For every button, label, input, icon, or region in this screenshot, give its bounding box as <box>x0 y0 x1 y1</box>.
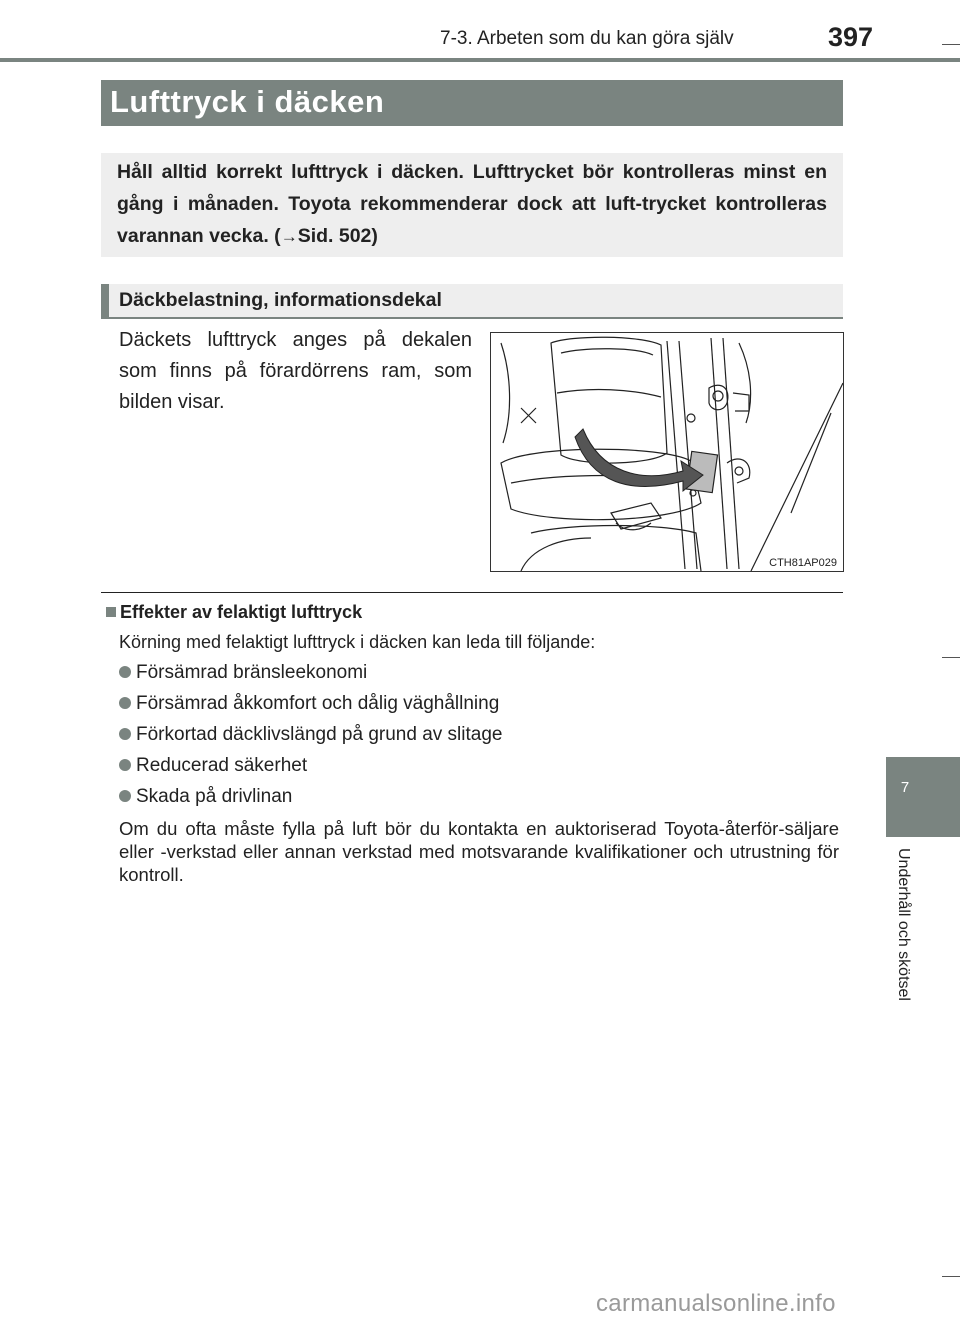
page-reference-link[interactable]: Sid. 502) <box>297 225 378 247</box>
list-item <box>119 784 502 815</box>
effects-intro: Körning med felaktigt lufttryck i däcken kan leda till följande: <box>119 632 596 652</box>
bullet-dot-icon <box>119 728 131 740</box>
bullet-dot-icon <box>119 697 131 709</box>
reference-arrow-icon: → <box>280 227 298 246</box>
effects-list <box>119 660 502 815</box>
list-item-text: Skada på drivlinan <box>136 786 293 807</box>
intro-text <box>117 156 827 253</box>
door-frame-illustration <box>490 332 844 572</box>
header-rule <box>0 58 960 62</box>
list-item <box>119 722 502 753</box>
crop-mark <box>942 1276 960 1277</box>
decal-paragraph: Däckets lufttryck anges på dekalen som finns på förardörrens ram, som bilden visar. <box>119 329 472 413</box>
running-header-section: 7-3. Arbeten som du kan göra själv <box>440 28 734 49</box>
square-bullet-icon <box>106 607 116 617</box>
subheading: Däckbelastning, informationsdekal <box>119 289 442 311</box>
bullet-dot-icon <box>119 759 131 771</box>
list-item <box>119 691 502 722</box>
list-item <box>119 660 502 691</box>
chapter-label: Underhåll och skötsel <box>895 848 912 1001</box>
chapter-tab[interactable] <box>886 757 960 837</box>
intro-body: Håll alltid korrekt lufttryck i däcken. Lufttrycket bör kontrolleras minst en gång i månaden. Toyota rekommenderar dock att luft-trycket kontrolleras varannan vecka. ( <box>117 161 827 247</box>
effects-note: Om du ofta måste fylla på luft bör du kontakta en auktoriserad Toyota-återför-säljare eller -verkstad eller annan verkstad med motsvarande kvalifikationer och utrustning för kontroll. <box>119 818 839 885</box>
section-separator <box>101 592 843 593</box>
effects-heading <box>106 602 362 623</box>
list-item-text: Försämrad bränsleekonomi <box>136 662 368 683</box>
list-item <box>119 753 502 784</box>
bullet-dot-icon <box>119 790 131 802</box>
illustration-code: CTH81AP029 <box>769 557 837 569</box>
page-number: 397 <box>828 22 874 52</box>
crop-mark <box>942 657 960 658</box>
subheading-rule <box>101 317 843 319</box>
chapter-number: 7 <box>900 779 910 796</box>
crop-mark <box>942 44 960 45</box>
bullet-dot-icon <box>119 666 131 678</box>
effects-heading-text: Effekter av felaktigt lufttryck <box>120 602 363 622</box>
list-item-text: Förkortad däcklivslängd på grund av slitage <box>136 724 503 745</box>
list-item-text: Försämrad åkkomfort och dålig väghållning <box>136 693 500 714</box>
footer-watermark: carmanualsonline.info <box>596 1290 836 1317</box>
door-frame-drawing <box>491 333 843 571</box>
subheading-accent-bar <box>101 284 109 318</box>
list-item-text: Reducerad säkerhet <box>136 755 308 776</box>
page-title: Lufttryck i däcken <box>110 84 385 119</box>
